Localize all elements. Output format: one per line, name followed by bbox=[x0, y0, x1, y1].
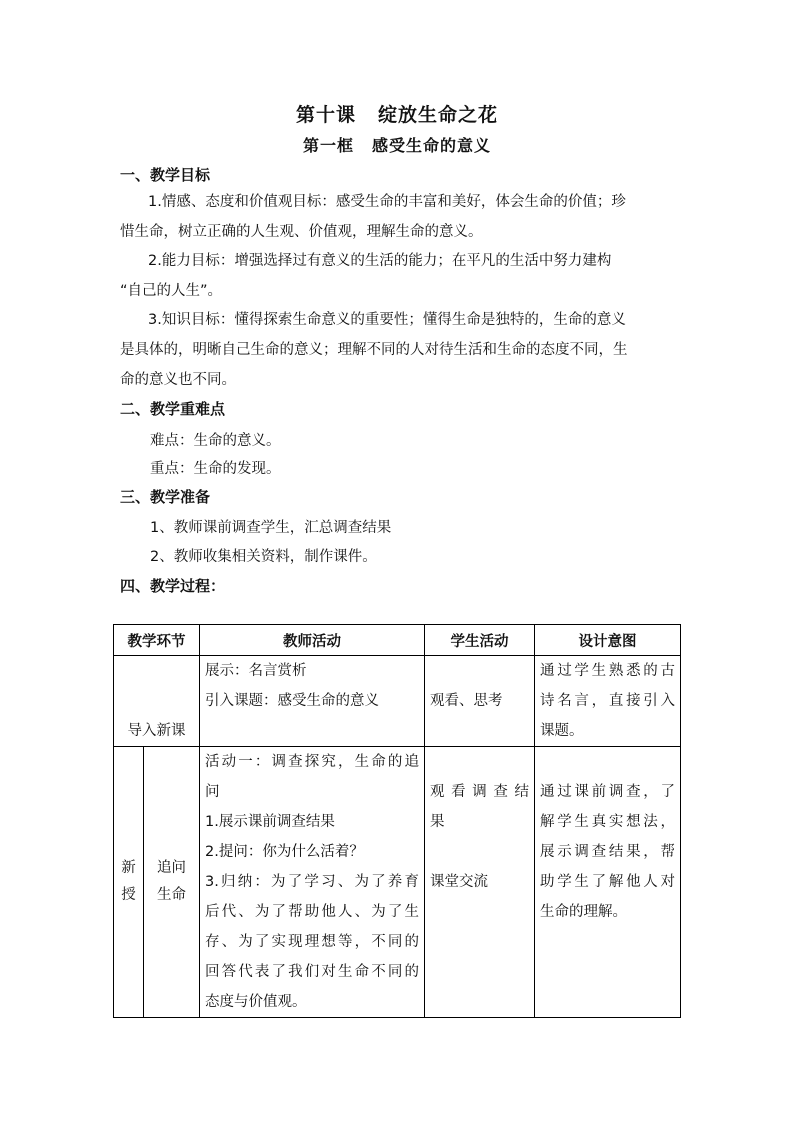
header-teacher: 教师活动 bbox=[200, 625, 425, 656]
row2-teacher-line: 活动一：调查探究，生命的追 bbox=[205, 754, 419, 770]
row1-teacher-line: 引入课题：感受生命的意义 bbox=[205, 693, 379, 709]
row2-stage-main bbox=[114, 747, 144, 1018]
row1-intent-line: 课题。 bbox=[540, 723, 584, 739]
keypoints-heading: 二、教学重难点 bbox=[120, 400, 226, 418]
row2-teacher-line: 存、为了实现理想等，不同的 bbox=[205, 934, 419, 950]
row2-intent-line: 助学生了解他人对 bbox=[540, 874, 675, 890]
row2-teacher-line: 1.展示课前调查结果 bbox=[205, 814, 335, 830]
lesson-subtitle bbox=[0, 133, 794, 156]
row1-teacher-line: 展示：名言赏析 bbox=[205, 663, 307, 679]
row2-teacher bbox=[200, 747, 425, 1018]
row2-teacher-line: 问 bbox=[205, 784, 220, 800]
row2-teacher-line: 后代、为了帮助他人、为了生 bbox=[205, 904, 419, 920]
header-intent: 设计意图 bbox=[535, 625, 681, 656]
goal-3 bbox=[120, 305, 680, 395]
row2-student-line: 课堂交流 bbox=[430, 874, 488, 890]
row2-intent-line: 展示调查结果，帮 bbox=[540, 844, 675, 860]
row2-stage-main-char: 新 bbox=[121, 860, 136, 876]
table-row bbox=[114, 747, 681, 1018]
row2-student bbox=[425, 747, 535, 1018]
key-point-text: 重点：生命的发现。 bbox=[150, 461, 281, 477]
row2-intent bbox=[535, 747, 681, 1018]
row2-intent-line: 通过课前调查，了 bbox=[540, 784, 675, 800]
row2-stage-sub-line: 追问 bbox=[157, 860, 186, 876]
row2-intent-line: 解学生真实想法， bbox=[540, 814, 675, 830]
row1-stage-text: 导入新课 bbox=[127, 723, 186, 739]
lesson-title-name: 绽放生命之花 bbox=[378, 104, 499, 126]
prep-item-1: 1、教师课前调查学生，汇总调查结果 bbox=[150, 520, 392, 536]
row2-teacher-line: 态度与价值观。 bbox=[205, 994, 307, 1010]
row2-student-line: 果 bbox=[430, 814, 445, 830]
row2-stage-main-char: 授 bbox=[121, 887, 136, 903]
goal-2-line-2: “自己的人生”。 bbox=[120, 283, 223, 299]
row2-stage-sub bbox=[144, 747, 200, 1018]
goal-3-line-3: 命的意义也不同。 bbox=[120, 372, 236, 388]
row2-stage-sub-line: 生命 bbox=[157, 887, 186, 903]
goal-1 bbox=[120, 187, 680, 247]
row2-teacher-line: 3.归纳：为了学习、为了养育 bbox=[205, 874, 419, 890]
prep-heading: 三、教学准备 bbox=[120, 488, 211, 506]
header-stage: 教学环节 bbox=[114, 625, 200, 656]
row1-student bbox=[425, 656, 535, 747]
row1-student-text: 观看、思考 bbox=[430, 693, 503, 709]
table-header-row bbox=[114, 625, 681, 656]
difficulty-text: 难点：生命的意义。 bbox=[150, 433, 281, 449]
header-student: 学生活动 bbox=[425, 625, 535, 656]
goals-heading: 一、教学目标 bbox=[120, 166, 211, 184]
lesson-plan-table bbox=[113, 624, 681, 1018]
row2-intent-line: 生命的理解。 bbox=[540, 904, 627, 920]
lesson-subtitle-number: 第一框 bbox=[302, 136, 354, 155]
process-heading: 四、教学过程： bbox=[120, 577, 226, 595]
row2-teacher-line: 回答代表了我们对生命不同的 bbox=[205, 964, 419, 980]
table-row bbox=[114, 656, 681, 747]
goal-2 bbox=[120, 246, 680, 306]
lesson-title bbox=[0, 100, 794, 127]
lesson-title-number: 第十课 bbox=[295, 104, 356, 126]
goal-1-line-2: 惜生命，树立正确的人生观、价值观，理解生命的意义。 bbox=[120, 224, 483, 240]
goal-3-line-2: 是具体的，明晰自己生命的意义；理解不同的人对待生活和生命的态度不同，生 bbox=[120, 342, 628, 358]
row1-stage bbox=[114, 656, 200, 747]
row2-student-line: 观看调查结 bbox=[430, 784, 529, 800]
row1-intent-line: 诗名言，直接引入 bbox=[540, 693, 675, 709]
goal-3-line-1: 3.知识目标：懂得探索生命意义的重要性；懂得生命是独特的，生命的意义 bbox=[148, 312, 626, 328]
row2-teacher-line: 2.提问：你为什么活着？ bbox=[205, 844, 364, 860]
lesson-subtitle-name: 感受生命的意义 bbox=[372, 136, 492, 155]
goal-1-line-1: 1.情感、态度和价值观目标：感受生命的丰富和美好，体会生命的价值；珍 bbox=[148, 194, 626, 210]
prep-item-2: 2、教师收集相关资料，制作课件。 bbox=[150, 549, 377, 565]
row1-intent bbox=[535, 656, 681, 747]
row1-intent-line: 通过学生熟悉的古 bbox=[540, 663, 675, 679]
row1-teacher bbox=[200, 656, 425, 747]
goal-2-line-1: 2.能力目标：增强选择过有意义的生活的能力；在平凡的生活中努力建构 bbox=[148, 253, 612, 269]
